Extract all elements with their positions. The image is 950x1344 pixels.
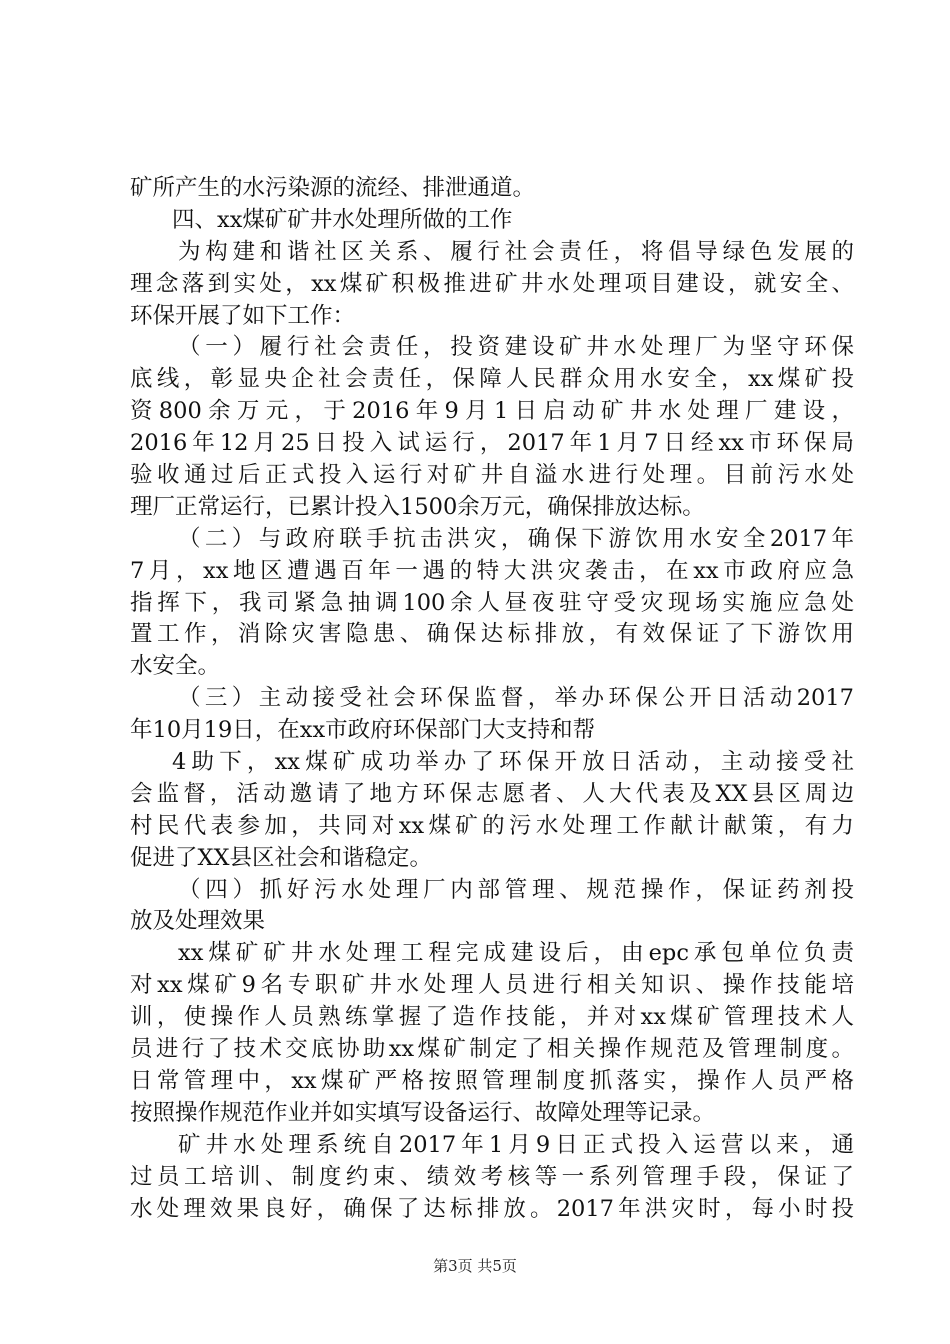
text-line: 理厂正常运行，已累计投入1500余万元，确保排放达标。 bbox=[130, 493, 705, 520]
text-line: 过员工培训、制度约束、绩效考核等一系列管理手段，保证了 bbox=[130, 1163, 854, 1190]
text-line: 会监督，活动邀请了地方环保志愿者、人大代表及XX县区周边 bbox=[130, 780, 854, 807]
text-line: 为构建和谐社区关系、履行社会责任，将倡导绿色发展的 bbox=[178, 238, 854, 265]
text-line: 对xx煤矿9名专职矿井水处理人员进行相关知识、操作技能培 bbox=[130, 972, 854, 999]
text-line: （三）主动接受社会环保监督，举办环保公开日活动2017 bbox=[178, 685, 854, 712]
text-line: 环保开展了如下工作： bbox=[130, 302, 356, 329]
text-line: 7月，xx地区遭遇百年一遇的特大洪灾袭击，在xx市政府应急 bbox=[130, 557, 854, 584]
text-line: 理念落到实处，xx煤矿积极推进矿井水处理项目建设，就安全、 bbox=[130, 270, 854, 297]
document-body bbox=[130, 173, 854, 1225]
text-line: 置工作，消除灾害隐患、确保达标排放，有效保证了下游饮用 bbox=[130, 621, 854, 648]
text-line: 2016年12月25日投入试运行，2017年1月7日经xx市环保局 bbox=[130, 430, 854, 457]
text-line: （二）与政府联手抗击洪灾，确保下游饮用水安全2017年 bbox=[178, 525, 854, 552]
text-line: 资800余万元，于2016年9月1日启动矿井水处理厂建设， bbox=[130, 398, 854, 425]
text-line: xx煤矿矿井水处理工程完成建设后，由epc承包单位负责 bbox=[178, 940, 854, 967]
text-line: 促进了XX县区社会和谐稳定。 bbox=[130, 844, 433, 871]
text-line: 村民代表参加，共同对xx煤矿的污水处理工作献计献策，有力 bbox=[130, 812, 854, 839]
text-line: 四、xx煤矿矿井水处理所做的工作 bbox=[172, 206, 513, 233]
text-line: （一）履行社会责任，投资建设矿井水处理厂为坚守环保 bbox=[178, 334, 854, 361]
text-line: 矿所产生的水污染源的流经、排泄通道。 bbox=[130, 175, 536, 201]
text-line: 4助下，xx煤矿成功举办了环保开放日活动，主动接受社 bbox=[172, 749, 854, 776]
text-line: 指挥下，我司紧急抽调100余人昼夜驻守受灾现场实施应急处 bbox=[130, 589, 854, 616]
text-line: （四）抓好污水处理厂内部管理、规范操作，保证药剂投 bbox=[178, 876, 854, 903]
text-line: 年10月19日，在xx市政府环保部门大支持和帮 bbox=[130, 717, 596, 744]
text-line: 水安全。 bbox=[130, 653, 221, 680]
text-line: 按照操作规范作业并如实填写设备运行、故障处理等记录。 bbox=[130, 1099, 716, 1126]
text-line: 训，使操作人员熟练掌握了造作技能，并对xx煤矿管理技术人 bbox=[130, 1004, 854, 1031]
text-line: 放及处理效果 bbox=[130, 908, 266, 935]
text-line: 底线，彰显央企社会责任，保障人民群众用水安全，xx煤矿投 bbox=[130, 366, 854, 393]
text-line: 员进行了技术交底协助xx煤矿制定了相关操作规范及管理制度。 bbox=[130, 1036, 854, 1063]
text-line: 验收通过后正式投入运行对矿井自溢水进行处理。目前污水处 bbox=[130, 462, 854, 489]
text-line: 矿井水处理系统自2017年1月9日正式投入运营以来，通 bbox=[178, 1131, 854, 1158]
text-line: 水处理效果良好，确保了达标排放。2017年洪灾时，每小时投 bbox=[130, 1195, 854, 1222]
page-footer: 第3页 共5页 bbox=[433, 1257, 517, 1275]
text-line: 日常管理中，xx煤矿严格按照管理制度抓落实，操作人员严格 bbox=[130, 1067, 854, 1094]
